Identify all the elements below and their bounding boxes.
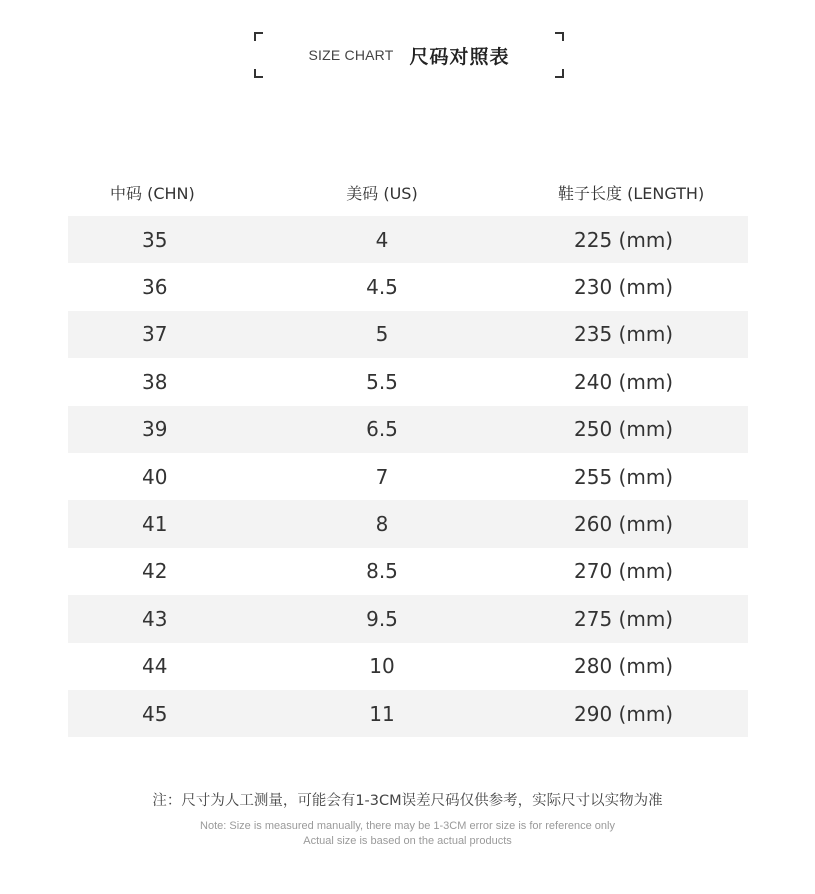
header-title-cn: 尺码对照表 — [409, 45, 510, 68]
cell-length: 230 (mm) — [574, 275, 674, 300]
table-row — [68, 595, 748, 642]
cell-chn-size: 39 — [142, 417, 168, 442]
cell-us-size: 7 — [375, 464, 389, 489]
table-row — [68, 358, 748, 405]
column-header-us: 美码 (US) — [346, 183, 418, 203]
note-english-line-2: Actual size is based on the actual products — [303, 835, 512, 847]
cell-length: 280 (mm) — [574, 654, 674, 679]
column-header-length: 鞋子长度 (LENGTH) — [558, 183, 705, 203]
cell-chn-size: 38 — [142, 369, 168, 394]
cell-chn-size: 37 — [142, 322, 168, 347]
note-chinese: 注：尺寸为人工测量，可能会有1-3CM误差尺码仅供参考，实际尺寸以实物为准 — [152, 793, 663, 809]
table-row — [68, 406, 748, 453]
cell-us-size: 5 — [375, 322, 389, 347]
size-chart-header — [254, 32, 564, 78]
cell-us-size: 11 — [369, 701, 395, 726]
cell-us-size: 5.5 — [366, 369, 398, 394]
cell-length: 250 (mm) — [574, 417, 674, 442]
header-title-en: SIZE CHART — [308, 47, 394, 63]
cell-length: 235 (mm) — [574, 322, 674, 347]
cell-us-size: 4 — [375, 227, 389, 252]
table-row — [68, 690, 748, 737]
cell-chn-size: 36 — [142, 275, 168, 300]
cell-chn-size: 35 — [142, 227, 168, 252]
table-row — [68, 500, 748, 547]
cell-us-size: 4.5 — [366, 275, 398, 300]
cell-length: 240 (mm) — [574, 369, 674, 394]
cell-chn-size: 41 — [142, 512, 168, 537]
cell-chn-size: 45 — [142, 701, 168, 726]
cell-length: 260 (mm) — [574, 512, 674, 537]
table-header-row — [68, 168, 748, 216]
cell-length: 225 (mm) — [574, 227, 674, 252]
cell-us-size: 8 — [375, 512, 389, 537]
cell-chn-size: 44 — [142, 654, 168, 679]
cell-length: 255 (mm) — [574, 464, 674, 489]
table-row — [68, 453, 748, 500]
cell-chn-size: 42 — [142, 559, 168, 584]
size-table — [68, 168, 748, 737]
cell-length: 275 (mm) — [574, 606, 674, 631]
cell-chn-size: 40 — [142, 464, 168, 489]
cell-length: 290 (mm) — [574, 701, 674, 726]
cell-us-size: 8.5 — [366, 559, 398, 584]
note-english-line-1: Note: Size is measured manually, there may be 1-3CM error size is for reference only — [200, 820, 615, 832]
table-body — [68, 216, 748, 737]
table-row — [68, 643, 748, 690]
column-header-chn: 中码 (CHN) — [110, 183, 195, 203]
table-row — [68, 216, 748, 263]
note-english — [0, 819, 815, 849]
table-row — [68, 311, 748, 358]
cell-us-size: 9.5 — [366, 606, 398, 631]
cell-length: 270 (mm) — [574, 559, 674, 584]
cell-chn-size: 43 — [142, 606, 168, 631]
cell-us-size: 6.5 — [366, 417, 398, 442]
table-row — [68, 263, 748, 310]
header-title-group — [254, 32, 564, 78]
table-row — [68, 548, 748, 595]
cell-us-size: 10 — [369, 654, 395, 679]
